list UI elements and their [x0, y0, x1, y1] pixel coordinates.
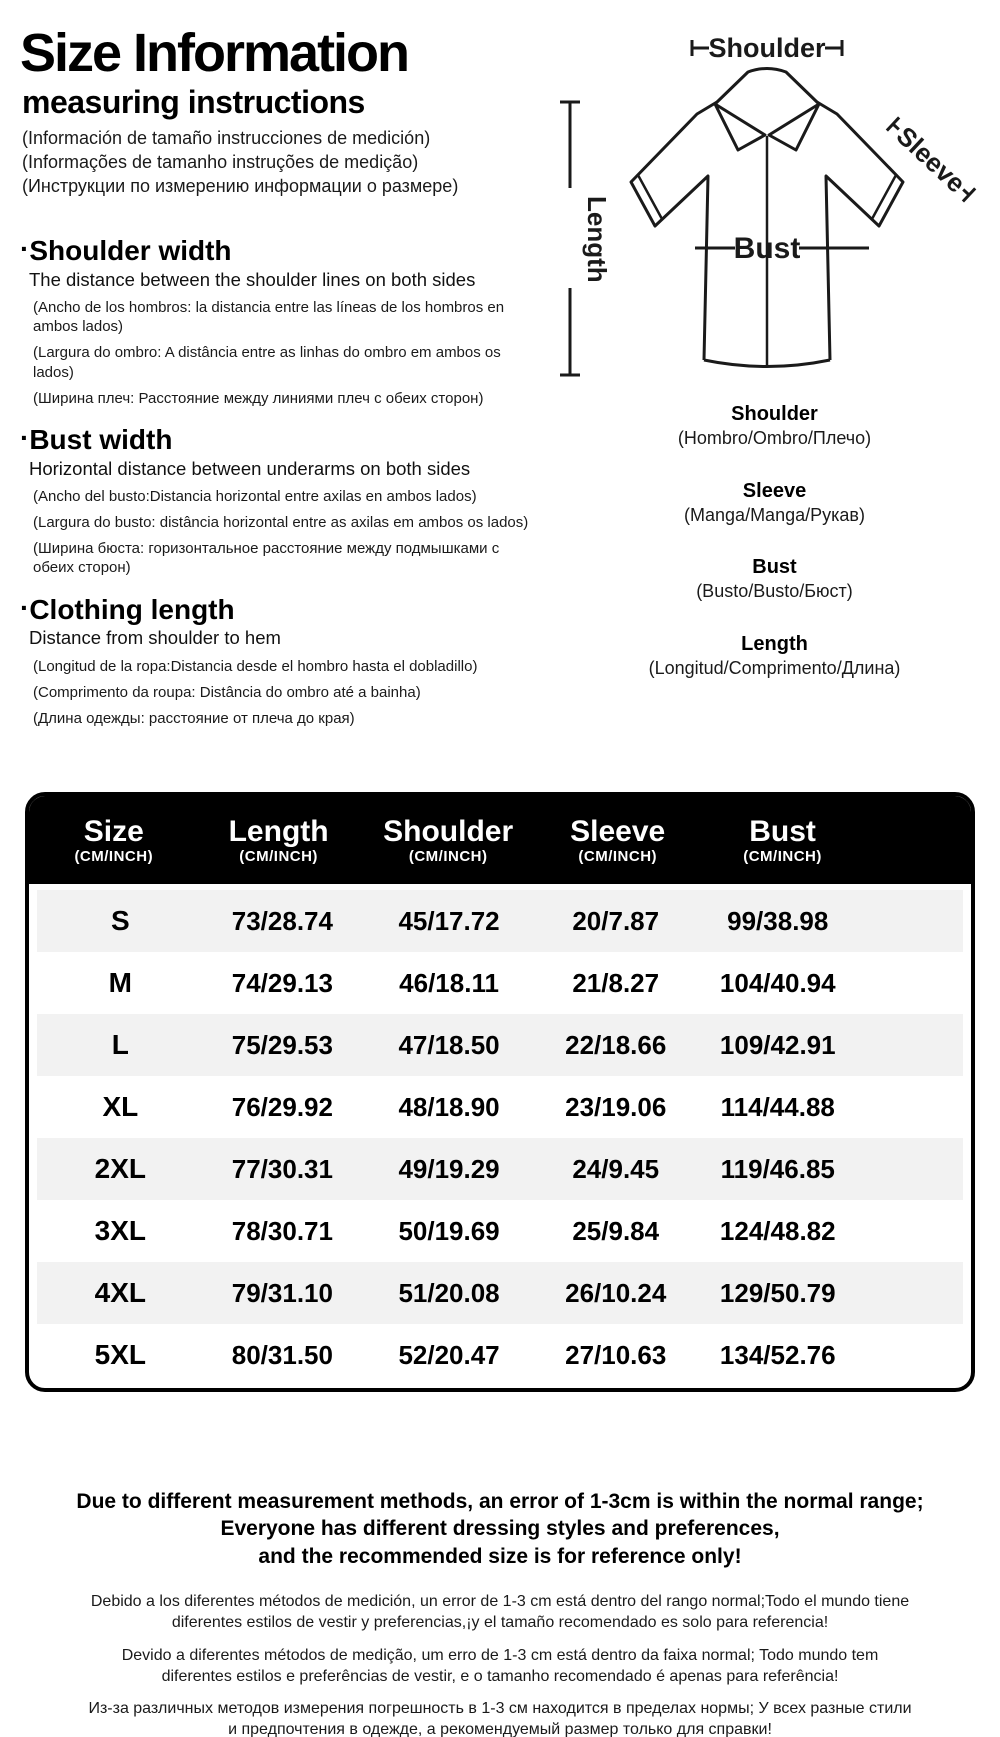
bust-value: 114/44.88 — [720, 1091, 835, 1122]
length-value: 78/30.71 — [231, 1215, 333, 1246]
shoulder-value: 48/18.90 — [398, 1091, 500, 1122]
section-description: Horizontal distance between underarms on both sides — [29, 457, 471, 479]
column-title: Size — [83, 815, 144, 848]
section-heading — [20, 234, 565, 267]
section-heading — [20, 423, 565, 456]
section-translation-es: (Ancho del busto:Distancia horizontal entre axilas en ambos lados) — [33, 487, 477, 505]
column-title: Length — [228, 815, 329, 848]
sleeve-value: 22/18.66 — [565, 1029, 667, 1060]
diagram-legend — [552, 402, 997, 679]
shoulder-label: Shoulder — [708, 33, 826, 63]
section-translation-pt: (Comprimento da roupa: Distância do ombro até a bainha) — [33, 683, 421, 701]
title-block — [20, 23, 565, 198]
legend-item-length — [552, 632, 997, 680]
section-bust-width — [20, 423, 565, 578]
note-line: Devido a diferentes métodos de medição, um erro de 1-3 cm está dentro da faixa normal; Todo mundo tem — [121, 1647, 879, 1665]
legend-item-bust — [552, 555, 997, 603]
legend-name: Bust — [752, 556, 797, 578]
column-unit: (CM/INCH) — [239, 848, 318, 865]
section-translation-pt: (Largura do ombro: A distância entre as linhas do ombro em ambos os lados) — [33, 344, 501, 381]
section-shoulder-width — [20, 234, 565, 408]
legend-item-sleeve — [552, 479, 997, 527]
bust-value: 119/46.85 — [720, 1153, 835, 1184]
section-description: Distance from shoulder to hem — [29, 627, 281, 649]
table-row-m — [37, 952, 963, 1014]
shoulder-value: 46/18.11 — [399, 967, 499, 998]
bust-value: 134/52.76 — [719, 1339, 836, 1370]
legend-item-shoulder — [552, 402, 997, 450]
length-label: Length — [582, 196, 612, 283]
note-line: Everyone has different dressing styles and preferences, — [220, 1517, 780, 1541]
note-line: and the recommended size is for reference only! — [258, 1544, 742, 1568]
sleeve-value: 27/10.63 — [565, 1339, 667, 1370]
column-header-shoulder — [359, 815, 538, 865]
note-line: Debido a los diferentes métodos de medición, un error de 1-3 cm está dentro del rango normal;Todo el mundo tiene — [90, 1592, 910, 1610]
section-translation-ru: (Ширина бюста: горизонтальное расстояние между подмышками с обеих сторон) — [33, 540, 500, 577]
shoulder-value: 52/20.47 — [398, 1339, 500, 1370]
length-value: 76/29.92 — [231, 1091, 333, 1122]
column-header-size — [29, 815, 199, 865]
legend-translations: (Busto/Busto/Бюст) — [696, 581, 853, 601]
shirt-diagram-svg — [552, 30, 997, 388]
length-value: 73/28.74 — [231, 905, 333, 936]
table-header-row — [29, 796, 971, 884]
subtitle-translation-es: (Información de tamaño instrucciones de medición) — [22, 128, 431, 149]
shirt-measurement-diagram — [552, 30, 997, 708]
section-translation-es: (Longitud de la ropa:Distancia desde el hombro hasta el dobladillo) — [33, 657, 478, 675]
sleeve-value: 20/7.87 — [572, 905, 660, 936]
table-row-l — [37, 1014, 963, 1076]
length-value: 79/31.10 — [231, 1277, 333, 1308]
page-subtitle: measuring instructions — [22, 84, 365, 121]
column-unit: (CM/INCH) — [408, 848, 488, 865]
bust-value: 109/42.91 — [719, 1029, 836, 1060]
size-value: 4XL — [94, 1277, 147, 1308]
bullet-dot: · — [20, 233, 30, 264]
note-line: diferentes estilos e preferências de vestir, e o tamanho recomendado é apenas para referência! — [161, 1668, 839, 1686]
note-line: diferentes estilos de vestir y preferencias,¡y el tamaño recomendado es solo para referencia! — [171, 1613, 829, 1631]
size-value: XL — [102, 1091, 139, 1122]
size-chart-table — [25, 792, 975, 1392]
section-heading-text: Shoulder width — [29, 235, 232, 266]
shoulder-value: 49/19.29 — [398, 1153, 500, 1184]
bust-value: 129/50.79 — [719, 1277, 836, 1308]
length-value: 75/29.53 — [231, 1029, 333, 1060]
section-translation-pt: (Largura do busto: distância horizontal entre as axilas em ambos os lados) — [33, 514, 529, 532]
subtitle-translation-pt: (Informações de tamanho instruções de medição) — [22, 151, 419, 172]
shoulder-value: 45/17.72 — [398, 905, 500, 936]
size-value: M — [108, 967, 132, 998]
table-body — [29, 884, 971, 1392]
legend-translations: (Hombro/Ombro/Плечо) — [677, 428, 872, 448]
note-spanish — [25, 1592, 975, 1634]
bust-value: 104/40.94 — [719, 967, 836, 998]
size-value: 3XL — [94, 1215, 147, 1246]
size-value: S — [110, 905, 130, 936]
table-row-2xl — [37, 1138, 963, 1200]
bust-label: Bust — [733, 232, 801, 265]
table-row-xl — [37, 1076, 963, 1138]
length-value: 77/30.31 — [231, 1153, 333, 1184]
section-translation-ru: (Длина одежды: расстояние от плеча до края) — [33, 710, 355, 728]
section-heading — [20, 593, 565, 626]
section-heading-text: Clothing length — [29, 593, 235, 625]
section-translation-es: (Ancho de los hombros: la distancia entre las líneas de los hombros en ambos lados) — [33, 298, 505, 336]
table-row-s — [37, 890, 963, 952]
note-portuguese — [25, 1646, 975, 1688]
legend-name: Sleeve — [742, 479, 807, 502]
column-title: Shoulder — [383, 815, 514, 848]
shoulder-value: 50/19.69 — [398, 1215, 500, 1246]
section-description: The distance between the shoulder lines on both sides — [29, 268, 476, 290]
table-row-5xl — [37, 1324, 963, 1386]
note-line: Из-за различных методов измерения погрешность в 1-3 см находится в пределах нормы; У всех разные стили — [88, 1700, 912, 1718]
legend-translations: (Longitud/Comprimento/Длина) — [648, 657, 901, 678]
subtitle-translation-ru: (Инструкции по измерению информации о размере) — [22, 175, 459, 196]
note-english — [25, 1488, 975, 1570]
column-header-length — [199, 815, 359, 865]
column-unit: (CM/INCH) — [578, 848, 658, 865]
legend-translations: (Manga/Manga/Рукав) — [684, 504, 865, 525]
section-heading-text: Bust width — [29, 423, 173, 455]
size-value: 5XL — [94, 1339, 147, 1370]
table-row-4xl — [37, 1262, 963, 1324]
legend-name: Shoulder — [731, 403, 818, 425]
sleeve-value: 26/10.24 — [565, 1277, 667, 1308]
bullet-dot: · — [20, 421, 30, 453]
table-row-3xl — [37, 1200, 963, 1262]
section-translation-ru: (Ширина плеч: Расстояние между линиями плеч с обеих сторон) — [33, 389, 484, 407]
section-clothing-length — [20, 593, 565, 729]
column-unit: (CM/INCH) — [743, 848, 822, 865]
sleeve-value: 25/9.84 — [572, 1215, 660, 1246]
note-russian — [25, 1699, 975, 1737]
note-line: и предпочтения в одежде, а рекомендуемый размер только для справки! — [228, 1720, 772, 1737]
length-value: 80/31.50 — [231, 1339, 333, 1370]
bust-measure-annotation — [695, 232, 869, 265]
sleeve-value: 21/8.27 — [572, 967, 660, 998]
column-header-bust — [698, 815, 868, 865]
page-title: Size Information — [20, 23, 409, 83]
length-measure-annotation — [560, 102, 612, 375]
shoulder-value: 47/18.50 — [398, 1029, 500, 1060]
size-value: 2XL — [94, 1153, 147, 1184]
length-value: 74/29.13 — [231, 967, 333, 998]
size-value: L — [111, 1029, 129, 1060]
legend-name: Length — [741, 632, 808, 655]
disclaimer-notes — [25, 1488, 975, 1737]
sleeve-label: Sleeve — [890, 120, 972, 199]
sleeve-value: 23/19.06 — [565, 1091, 667, 1122]
shoulder-value: 51/20.08 — [398, 1277, 500, 1308]
measurement-definitions — [20, 234, 565, 743]
column-title: Bust — [749, 815, 816, 848]
bust-value: 99/38.98 — [727, 905, 829, 936]
note-line: Due to different measurement methods, an error of 1-3cm is within the normal range; — [76, 1490, 924, 1513]
column-unit: (CM/INCH) — [74, 848, 154, 865]
shoulder-measure-annotation — [692, 33, 842, 63]
column-header-sleeve — [538, 815, 698, 865]
sleeve-value: 24/9.45 — [572, 1153, 660, 1184]
shirt-outline — [631, 69, 903, 368]
column-title: Sleeve — [570, 815, 666, 848]
bust-value: 124/48.82 — [719, 1215, 836, 1246]
bullet-dot: · — [20, 591, 30, 623]
